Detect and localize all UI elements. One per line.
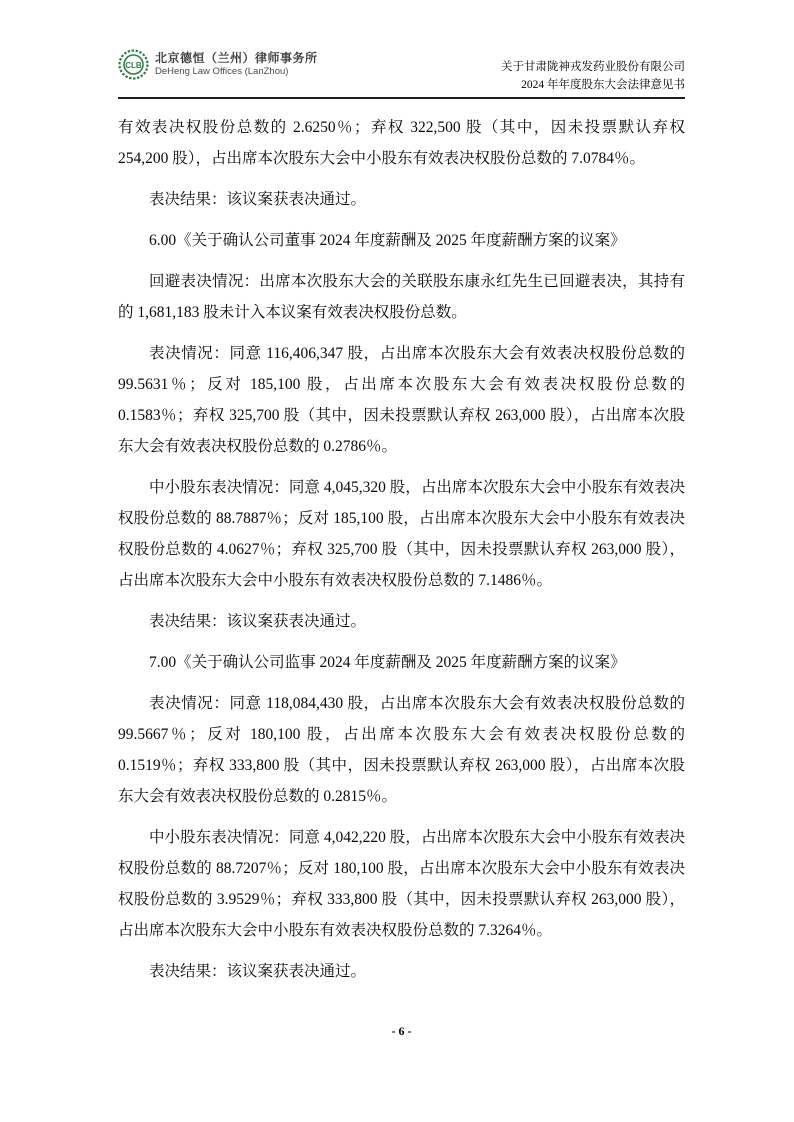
document-title-line2: 2024 年年度股东大会法律意见书 bbox=[521, 79, 685, 91]
firm-identity bbox=[118, 48, 318, 80]
page-footer bbox=[118, 1024, 685, 1039]
firm-name-zh: 北京德恒（兰州）律师事务所 bbox=[155, 51, 318, 65]
paragraph: 有效表决权股份总数的 2.6250％；弃权 322,500 股（其中，因未投票默认弃权 254,200 股），占出席本次股东大会中小股东有效表决权股份总数的 7.0784％。 bbox=[118, 119, 685, 167]
svg-text:CLB: CLB bbox=[125, 61, 142, 70]
page-header bbox=[118, 48, 685, 94]
document-title-line1: 关于甘肃陇神戎发药业股份有限公司 bbox=[501, 61, 685, 73]
firm-names bbox=[155, 48, 318, 78]
paragraph: 表决结果：该议案获表决通过。 bbox=[149, 613, 367, 630]
page-number: - 6 - bbox=[391, 1024, 412, 1038]
deheng-logo-icon bbox=[118, 49, 149, 80]
paragraph: 中小股东表决情况：同意 4,042,220 股，占出席本次股东大会中小股东有效表决权股份总数的 88.7207％；反对 180,100 股，占出席本次股东大会中小股东有效表决权股份总数的 3.9529％；弃权 333,800 股（其中，因未投票默认弃权 263,000 股），占出席本次股东大会中小股东有效表决权股份总数的 7.3264％。 bbox=[118, 829, 685, 939]
paragraph: 表决情况：同意 118,084,430 股，占出席本次股东大会有效表决权股份总数的 99.5667％；反对 180,100 股，占出席本次股东大会有效表决权股份总数的 0.1519％；弃权 333,800 股（其中，因未投票默认弃权 263,000 股），占出席本次股东大会有效表决权股份总数的 0.2815％。 bbox=[118, 695, 685, 805]
firm-name-en: DeHeng Law Offices (LanZhou) bbox=[155, 66, 289, 77]
paragraph: 表决情况：同意 116,406,347 股，占出席本次股东大会有效表决权股份总数的 99.5631％；反对 185,100 股，占出席本次股东大会有效表决权股份总数的 0.1583％；弃权 325,700 股（其中，因未投票默认弃权 263,000 股），占出席本次股东大会有效表决权股份总数的 0.2786％。 bbox=[118, 345, 685, 455]
paragraph: 7.00《关于确认公司监事 2024 年度薪酬及 2025 年度薪酬方案的议案》 bbox=[149, 654, 626, 671]
document-body bbox=[118, 112, 685, 997]
paragraph: 6.00《关于确认公司董事 2024 年度薪酬及 2025 年度薪酬方案的议案》 bbox=[149, 232, 626, 249]
header-divider bbox=[118, 97, 685, 99]
paragraph: 表决结果：该议案获表决通过。 bbox=[149, 963, 367, 980]
paragraph: 表决结果：该议案获表决通过。 bbox=[149, 191, 367, 208]
paragraph: 回避表决情况：出席本次股东大会的关联股东康永红先生已回避表决，其持有的 1,681,183 股未计入本议案有效表决权股份总数。 bbox=[118, 273, 685, 321]
paragraph: 中小股东表决情况：同意 4,045,320 股，占出席本次股东大会中小股东有效表决权股份总数的 88.7887％；反对 185,100 股，占出席本次股东大会中小股东有效表决权股份总数的 4.0627％；弃权 325,700 股（其中，因未投票默认弃权 263,000 股），占出席本次股东大会中小股东有效表决权股份总数的 7.1486％。 bbox=[118, 479, 685, 589]
document-title-block bbox=[501, 58, 685, 94]
